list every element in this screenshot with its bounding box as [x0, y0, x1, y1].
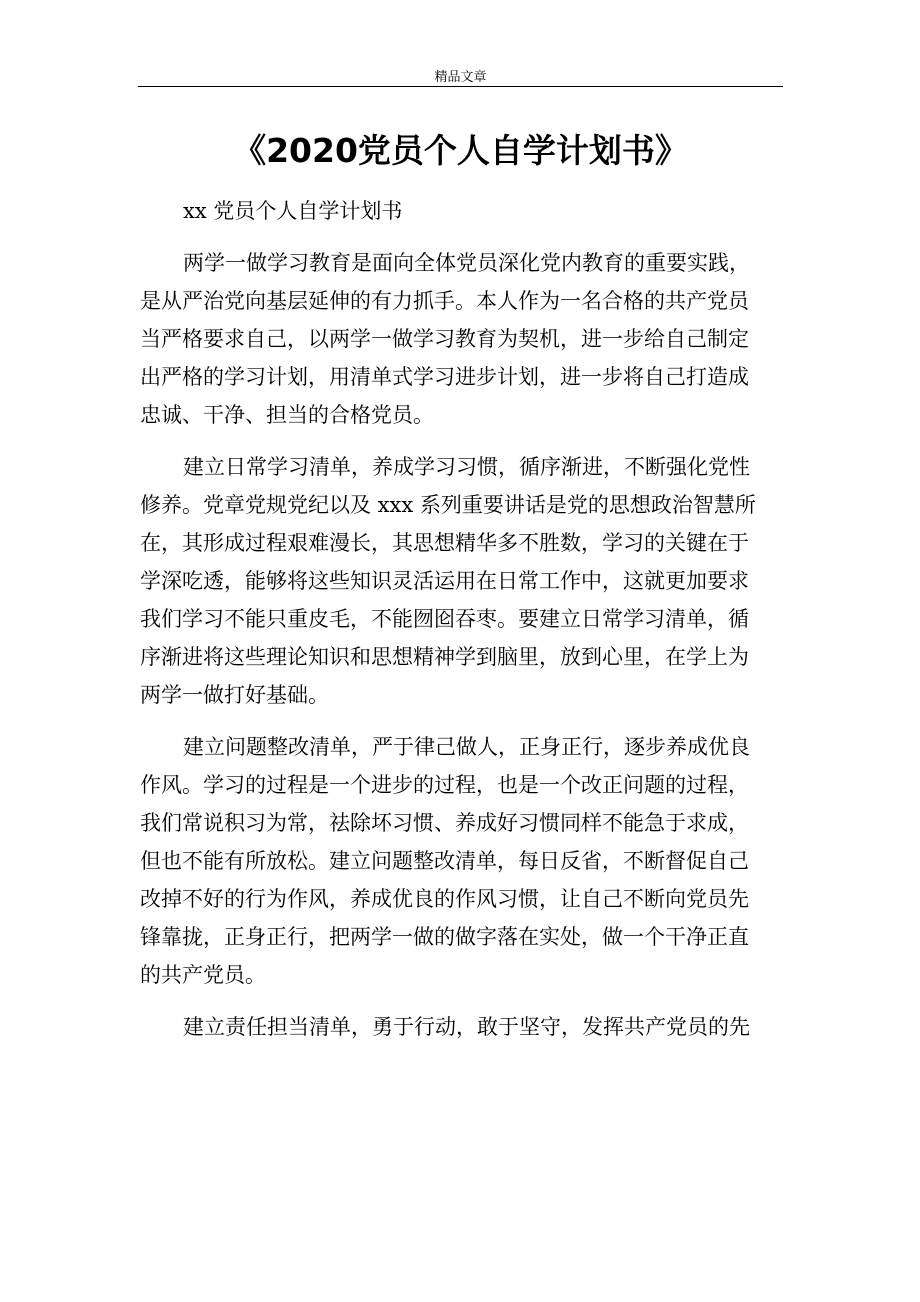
paragraph-line: 建立问题整改清单，严于律己做人，正身正行，逐步养成优良	[183, 735, 750, 759]
paragraph-line: 是从严治党向基层延伸的有力抓手。本人作为一名合格的共产党员	[140, 289, 749, 313]
paragraph-line: 在，其形成过程艰难漫长，其思想精华多不胜数，学习的关键在于	[140, 531, 749, 555]
paragraph-line: 修养。党章党规党纪以及 xxx 系列重要讲话是党的思想政治智慧所	[140, 493, 756, 517]
paragraph-line: 的共产党员。	[140, 963, 266, 987]
paragraph-4	[140, 1008, 780, 1046]
paragraph-line: 序渐进将这些理论知识和思想精神学到脑里，放到心里，在学上为	[140, 645, 749, 669]
paragraph-line: 两学一做打好基础。	[140, 683, 329, 707]
paragraph-line: 我们学习不能只重皮毛，不能囫囵吞枣。要建立日常学习清单，循	[140, 607, 749, 631]
paragraph-line: 建立日常学习清单，养成学习习惯，循序渐进，不断强化党性	[183, 455, 750, 479]
paragraph-line: 锋靠拢，正身正行，把两学一做的做字落在实处，做一个干净正直	[140, 925, 749, 949]
subtitle: xx 党员个人自学计划书	[183, 199, 403, 223]
paragraph-1	[140, 244, 780, 434]
page-header: 精品文章	[434, 70, 487, 85]
paragraph-line: 出严格的学习计划，用清单式学习进步计划，进一步将自己打造成	[140, 365, 749, 389]
paragraph-2	[140, 448, 780, 714]
paragraph-line: 建立责任担当清单，勇于行动，敢于坚守，发挥共产党员的先	[183, 1015, 750, 1039]
header-rule	[138, 86, 783, 87]
document-body	[140, 192, 780, 1060]
document-title: 《2020党员个人自学计划书》	[233, 131, 688, 170]
paragraph-line: 当严格要求自己，以两学一做学习教育为契机，进一步给自己制定	[140, 327, 749, 351]
paragraph-line: 两学一做学习教育是面向全体党员深化党内教育的重要实践，	[183, 251, 750, 275]
paragraph-line: 忠诚、干净、担当的合格党员。	[140, 403, 434, 427]
paragraph-line: 但也不能有所放松。建立问题整改清单，每日反省，不断督促自己	[140, 849, 749, 873]
paragraph-line: 我们常说积习为常，祛除坏习惯、养成好习惯同样不能急于求成，	[140, 811, 749, 835]
subtitle-paragraph	[140, 192, 780, 230]
paragraph-line: 作风。学习的过程是一个进步的过程，也是一个改正问题的过程，	[140, 773, 749, 797]
paragraph-line: 学深吃透，能够将这些知识灵活运用在日常工作中，这就更加要求	[140, 569, 749, 593]
paragraph-line: 改掉不好的行为作风，养成优良的作风习惯，让自己不断向党员先	[140, 887, 749, 911]
paragraph-3	[140, 728, 780, 994]
